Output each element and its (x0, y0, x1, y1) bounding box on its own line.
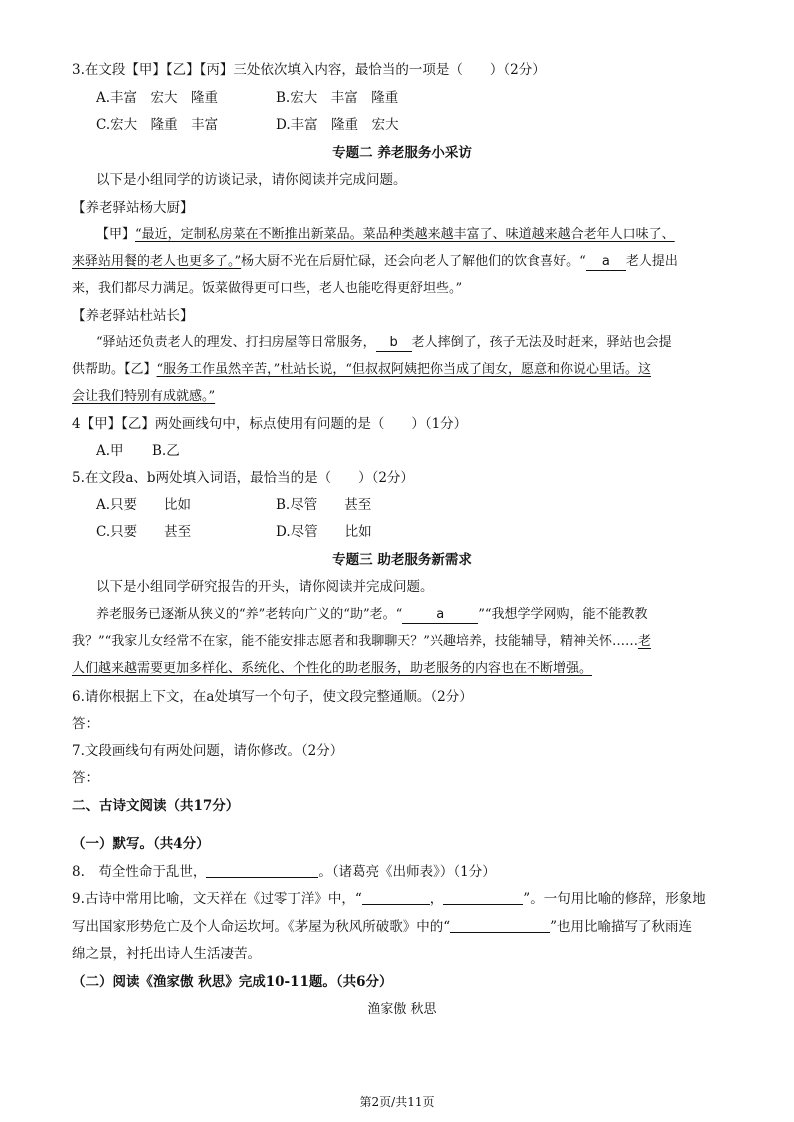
chef-paragraph-line1 (96, 225, 756, 245)
q3-options-row1 (96, 88, 756, 108)
q5-stem: 5.在文段a、b两处填入词语，最恰当的是（ ）（2分） (72, 470, 414, 486)
report-line1: 养老服务已逐渐从狭义的“养”老转向广义的“助”老。“ a ”“我想学学网购，能不能教教 (96, 607, 648, 622)
underlined-sentence-yi-end: 会让我们特别有成就感。” (72, 389, 216, 404)
part1-title: （一）默写。（共4分） (72, 836, 210, 852)
topic2-title: 专题二 养老服务小采访 (332, 145, 472, 161)
mark-jia: 【甲】 (96, 227, 136, 242)
q8: 8. 苟全性命于乱世， 。（诸葛亮《出师表》）（1分） (72, 864, 496, 880)
q3-option-a: A.丰富 宏大 隆重 (96, 90, 219, 106)
underlined-sentence-jia: “最近，定制私房菜在不断推出新菜品。菜品种类越来越丰富了、味道越来越合老年人口味了、 (135, 227, 675, 242)
q4-option-a: A.甲 (96, 443, 124, 459)
station-paragraph-line1: “驿站还负责老人的理发、打扫房屋等日常服务， b 老人摔倒了，孩子无法及时赶来，驿站也会提 (96, 335, 672, 350)
underlined-sentence: 人们越来越需要更加多样化、系统化、个性化的助老服务，助老服务的内容也在不断增强。 (72, 661, 593, 676)
blank-report-a: a (402, 606, 478, 624)
topic3-intro: 以下是小组同学研究报告的开头，请你阅读并完成问题。 (96, 579, 434, 595)
q4-options (96, 441, 756, 461)
q9-answer-blank-2[interactable] (443, 890, 523, 905)
q4-stem: 4【甲】【乙】两处画线句中，标点使用有问题的是（ ）（1分） (72, 416, 468, 432)
poem-title: 渔家傲 秋思 (367, 1002, 437, 1017)
underlined-sentence-yi: “服务工作虽然辛苦，”杜站长说，“但叔叔阿姨把你当成了闺女，愿意和你说心里话。这 (156, 362, 651, 377)
blank-a: a (586, 253, 626, 271)
q4-option-b: B.乙 (152, 443, 180, 459)
topic3-title: 专题三 助老服务新需求 (332, 552, 472, 568)
q9-line1: 9.古诗中常用比喻，文天祥在《过零丁洋》中，“ ， ”。一句用比喻的修辞，形象地 (72, 891, 706, 907)
q5-option-b: B.尽管 甚至 (276, 497, 372, 513)
chef-paragraph-line2: 来驿站用餐的老人也更多了。”杨大厨不光在后厨忙碌，还会向老人了解他们的饮食喜好。“ a 老人提出 (72, 254, 678, 269)
q3-stem: 3.在文段【甲】【乙】【丙】三处依次填入内容，最恰当的一项是（ ）（2分） (72, 62, 546, 78)
topic2-intro: 以下是小组同学的访谈记录，请你阅读并完成问题。 (96, 172, 407, 188)
chef-label: 【养老驿站杨大厨】 (72, 200, 194, 216)
q3-option-d: D.丰富 隆重 宏大 (276, 117, 399, 133)
q7-stem: 7.文段画线句有两处问题，请你修改。（2分） (72, 743, 344, 759)
q5-option-a: A.只要 比如 (96, 497, 192, 513)
q3-options-row2 (96, 115, 756, 135)
q3-option-c: C.宏大 隆重 丰富 (96, 117, 219, 133)
q6-stem: 6.请你根据上下文，在a处填写一个句子，使文段完整通顺。（2分） (72, 689, 473, 705)
q6-answer-label: 答： (72, 716, 99, 732)
page-number: 第2页/共11页 (359, 1095, 435, 1109)
q5-option-c: C.只要 甚至 (96, 524, 192, 540)
q8-answer-blank[interactable] (206, 863, 318, 878)
report-line3 (72, 659, 732, 679)
chef-paragraph-line3: 来，我们都尽力满足。饭菜做得更可口些，老人也能吃得更舒坦些。” (72, 281, 463, 296)
q5-option-d: D.尽管 比如 (276, 524, 372, 540)
q9-line2: 写出国家形势危亡及个人命运坎坷。《茅屋为秋风所破歌》中的“ ”也用比喻描写了秋雨连 (72, 919, 693, 935)
station-paragraph-line2: 供帮助。【乙】“服务工作虽然辛苦，”杜站长说，“但叔叔阿姨把你当成了闺女，愿意和你说心里话。这 (72, 362, 651, 377)
q5-options-row1 (96, 495, 756, 515)
blank-b: b (376, 334, 412, 352)
section2-title: 二、古诗文阅读（共17分） (72, 798, 240, 814)
part2-title: （二）阅读《渔家傲 秋思》完成10-11题。（共6分） (72, 974, 393, 990)
station-paragraph-line3 (72, 387, 732, 407)
underlined-sentence-start: 老 (637, 634, 651, 649)
q7-answer-label: 答： (72, 770, 99, 786)
mark-yi: 【乙】 (124, 362, 157, 377)
q9-answer-blank-1[interactable] (362, 890, 430, 905)
q9-answer-blank-3[interactable] (450, 918, 550, 933)
underlined-sentence-jia-end: 来驿站用餐的老人也更多了。” (72, 254, 242, 269)
station-label: 【养老驿站杜站长】 (72, 308, 194, 324)
q5-options-row2 (96, 522, 756, 542)
q3-option-b: B.宏大 丰富 隆重 (276, 90, 399, 106)
report-line2: 我？”“我家儿女经常不在家，能不能安排志愿者和我聊聊天？”兴趣培养，技能辅导，精神关怀……老 (72, 634, 651, 649)
q9-line3: 绵之景，衬托出诗人生活凄苦。 (72, 946, 261, 962)
